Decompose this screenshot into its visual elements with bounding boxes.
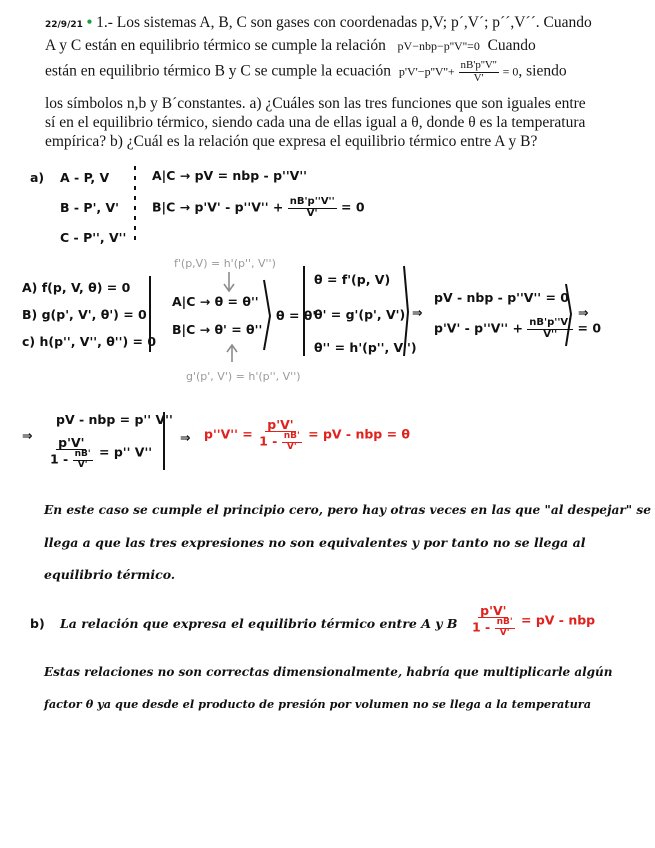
part-b-line-2: Estas relaciones no son correctas dimensionalmente, habría que multiplicarle algún [44,665,613,679]
arrow-2: ⇒ [578,305,589,320]
gray-note-bottom: g'(p', V') = h'(p'', V'') [186,370,301,383]
problem-line-1 [45,14,592,32]
frac-den: V'' [543,328,558,340]
final-eq-1: pV - nbp - p''V'' = 0 [434,290,570,305]
part-b-rhs: = pV - nbp [521,612,596,628]
frac-den-prefix: 1 - [472,619,491,635]
gray-arrowhead-up [227,345,237,352]
comment-line-2: llega a que las tres expresiones no son equivalentes y por tanto no se llega al [44,535,586,550]
result-frac [257,418,304,452]
theta-ac: A|C → θ = θ'' [172,294,259,309]
problem-text-3b: , siendo [518,62,567,80]
theta-func-c: θ'' = h'(p'', V'') [314,340,417,355]
comment-line-1: En este caso se cumple el principio cero, pero hay otras veces en las que "al despejar" se [44,503,652,517]
gray-note-top: f'(p,V) = h'(p'', V'') [174,257,276,270]
frac-den [257,432,304,452]
derivation-arrow: ⇒ [22,428,33,443]
relation-bc-frac [288,197,337,219]
system-a: A - P, V [60,170,110,185]
function-b: B) g(p', V', θ') = 0 [22,307,147,322]
inner-num: nB' [74,449,91,460]
result-arrow: ⇒ [180,430,191,445]
inner-den: V' [77,459,88,470]
function-c: c) h(p'', V'', θ'') = 0 [22,334,157,349]
arrow-1: ⇒ [412,305,423,320]
final-eq-2-frac [527,318,573,340]
result-lhs: p''V'' = [204,426,253,442]
theta-func-b: θ' = g'(p', V') [314,307,406,322]
system-b: B - P', V' [60,200,120,215]
part-b-line-3: factor θ ya que desde el producto de presión por volumen no se llega a la temperatura [44,697,592,711]
part-b-relation [470,604,595,638]
theta-equal: θ = θ' [276,308,317,323]
part-a-label: a) [30,170,45,185]
frac-den [48,450,95,470]
frac-den: V' [306,207,318,219]
part-b-text: La relación que expresa el equilibrio térmico entre A y B [60,616,458,631]
problem-text-1: 1.- Los sistemas A, B, C son gases con coordenadas p,V; p´,V´; p´´,V´´. Cuando [96,14,592,31]
comment-line-3: equilibrio térmico. [44,567,176,582]
problem-text-2b: Cuando [487,37,536,54]
frac-num: nB'p''V' [529,317,572,328]
gray-arrowhead-down [224,284,234,291]
relation-ac: A|C → pV = nbp - p''V'' [152,168,308,183]
frac-num: p'V' [267,417,294,432]
derivation-frac [48,436,95,470]
relation-bc-printed-frac [459,60,499,84]
problem-line-5: sí en el equilibrio térmico, siendo cada una de ellas igual a θ, donde θ es la temperatura [45,114,586,131]
relation-bc [152,197,365,219]
inner-den: V' [286,441,297,452]
inner-frac [73,450,93,470]
frac-num: p'V' [58,435,85,450]
final-eq-2-a: p'V' - p''V'' + [434,320,523,336]
result-rhs: = pV - nbp = θ [308,426,411,442]
bullet-dot: • [86,14,93,31]
frac-den-prefix: 1 - [50,451,69,467]
problem-line-4: los símbolos n,b y B´constantes. a) ¿Cuáles son las tres funciones que son iguales entre [45,95,586,112]
derivation-eq-1: pV - nbp = p'' V'' [56,412,173,427]
frac-den-prefix: 1 - [259,433,278,449]
derivation-eq-2-rhs: = p'' V'' [99,444,153,460]
date-note: 22/9/21 [45,20,83,30]
relation-bc-lhs: B|C → p'V' - p''V'' + [152,199,284,215]
part-b-frac [470,604,517,638]
theta-func-a: θ = f'(p, V) [314,272,391,287]
problem-text-3a: están en equilibrio térmico B y C se cumple la ecuación [45,62,392,80]
final-eq-2-b: = 0 [577,320,602,336]
part-b-label: b) [30,616,45,631]
inner-den: V' [499,627,510,638]
frac-den: V' [473,71,484,84]
inner-num: nB' [283,431,300,442]
problem-line-2 [45,37,536,55]
inner-frac [495,618,515,638]
derivation-eq-2 [48,436,152,470]
function-a: A) f(p, V, θ) = 0 [22,280,131,295]
inner-num: nB' [496,617,513,628]
frac-num: p'V' [480,603,507,618]
system-c: C - P'', V'' [60,230,127,245]
relation-bc-printed-b: = 0 [502,64,519,79]
final-eq-2 [434,318,601,340]
relation-bc-rhs: = 0 [341,199,365,215]
relation-ac-printed: pV−nbp−p''V''=0 [397,39,480,53]
bracket-2 [264,280,270,350]
problem-line-3 [45,60,567,84]
frac-num: nB'p''V'' [289,196,335,207]
inner-frac [282,432,302,452]
problem-line-6: empírica? b) ¿Cuál es la relación que expresa el equilibrio térmico entre A y B? [45,133,538,150]
frac-den [470,618,517,638]
frac-num: nB'p''V'' [460,59,497,71]
problem-text-2a: A y C están en equilibrio térmico se cumple la relación [45,37,386,54]
relation-bc-printed-a: p'V'−p''V''+ [398,64,455,79]
result-equation [204,418,410,452]
theta-bc: B|C → θ' = θ'' [172,322,263,337]
